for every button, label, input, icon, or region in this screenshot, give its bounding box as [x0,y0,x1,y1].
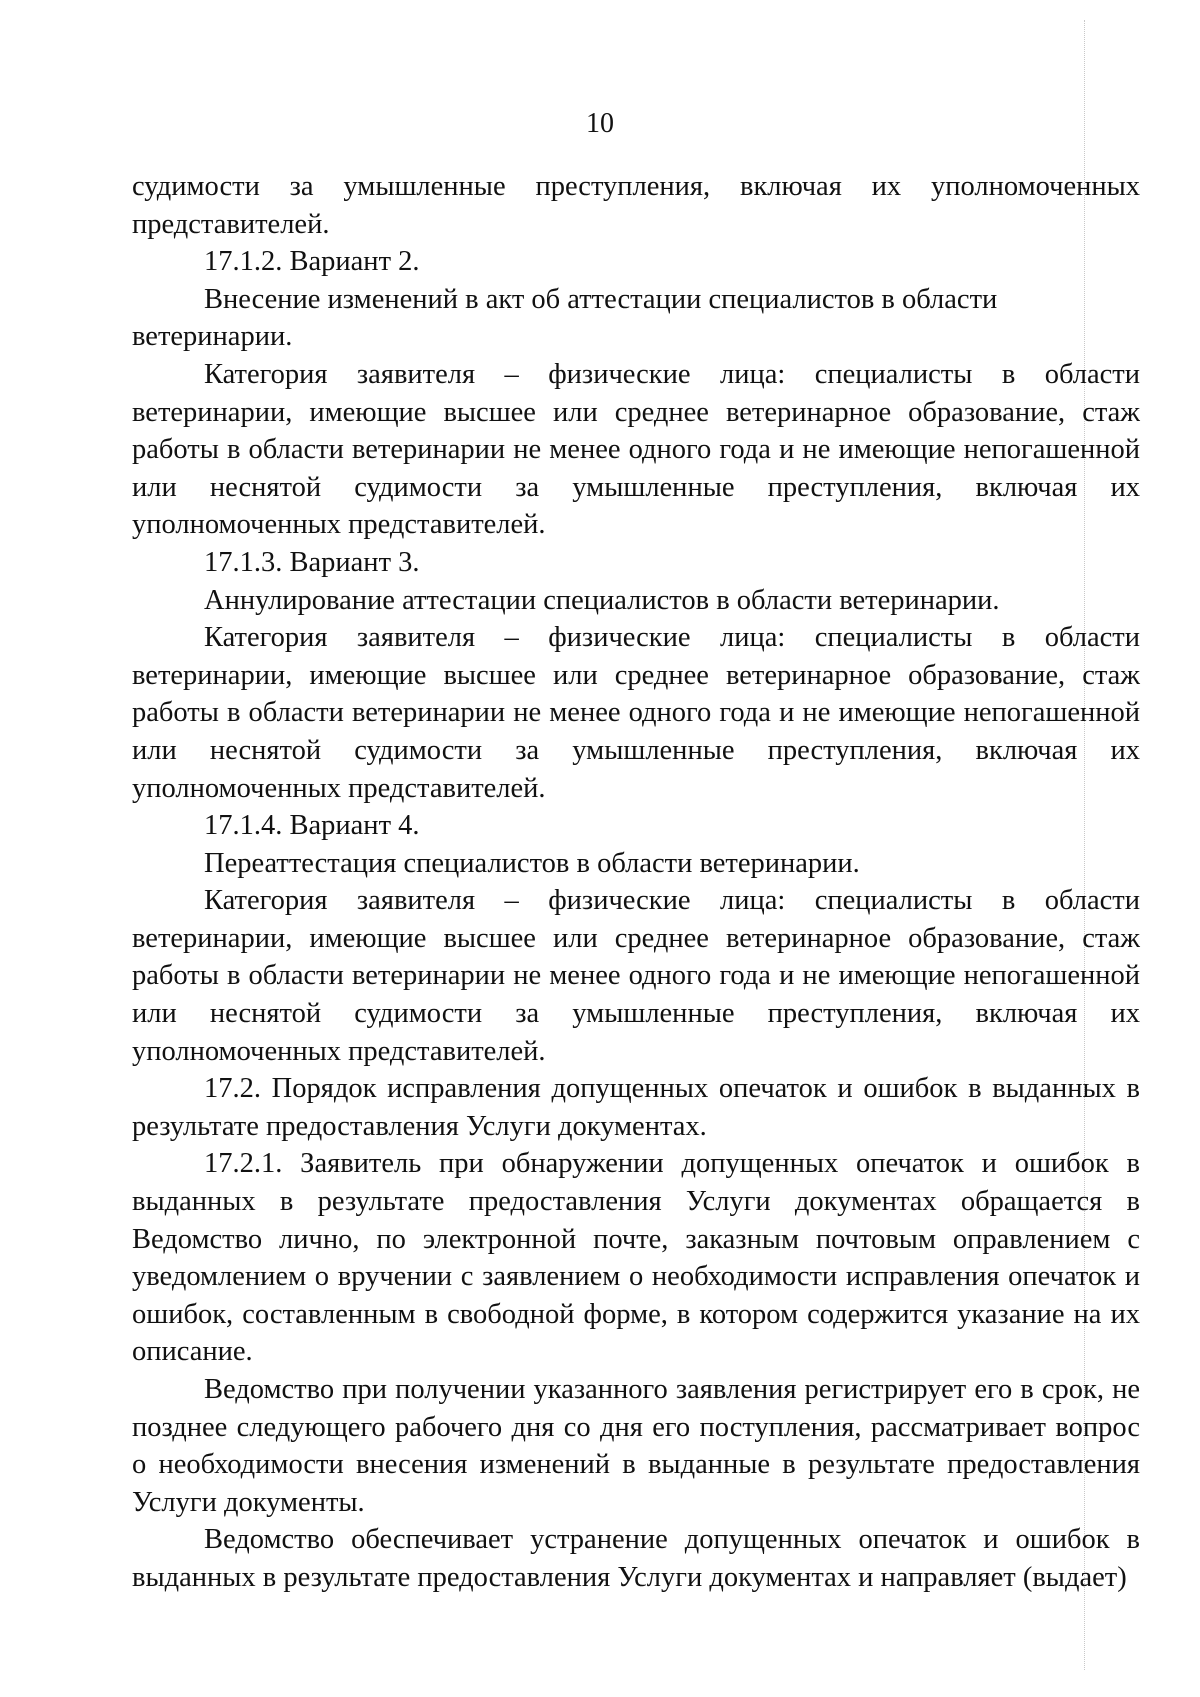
variant-4-title: Переаттестация специалистов в области ветеринарии. [204,847,860,879]
section-heading-17-1-2: 17.1.2. Вариант 2. [204,246,420,278]
variant-2-applicant-category: Категория заявителя – физические лица: специалисты в области ветеринарии, имеющие высшее или среднее ветеринарное образование, стаж работы в области ветеринарии не менее одного года и не имеющие непогашенной или неснятой судимости за умышленные преступления, включая их уполномоченных представителей. [132,358,1140,541]
section-heading-17-1-4: 17.1.4. Вариант 4. [204,810,420,842]
agency-correction-paragraph: Ведомство обеспечивает устранение допущенных опечаток и ошибок в выданных в результате предоставления Услуги документах и направляет (выдает) [132,1524,1140,1593]
document-body [132,168,1140,1597]
variant-4-applicant-category: Категория заявителя – физические лица: специалисты в области ветеринарии, имеющие высшее или среднее ветеринарное образование, стаж работы в области ветеринарии не менее одного года и не имеющие непогашенной или неснятой судимости за умышленные преступления, включая их уполномоченных представителей. [132,885,1140,1067]
variant-2-title: Внесение изменений в акт об аттестации специалистов в области ветеринарии. [132,283,998,353]
section-17-2-paragraph: 17.2. Порядок исправления допущенных опечаток и ошибок в выданных в результате предоставления Услуги документах. [132,1073,1140,1142]
variant-3-applicant-category: Категория заявителя – физические лица: специалисты в области ветеринарии, имеющие высшее или среднее ветеринарное образование, стаж работы в области ветеринарии не менее одного года и не имеющие непогашенной или неснятой судимости за умышленные преступления, включая их уполномоченных представителей. [132,622,1140,804]
paragraph-continuation: судимости за умышленные преступления, включая их уполномоченных представителей. [132,171,1140,240]
page-number: 10 [586,108,614,139]
variant-3-title: Аннулирование аттестации специалистов в области ветеринарии. [204,584,1000,616]
section-17-2-1-paragraph: 17.2.1. Заявитель при обнаружении допущенных опечаток и ошибок в выданных в результате предоставления Услуги документах обращается в Ведомство лично, по электронной почте, заказным почтовым оправлением с уведомлением о вручении с заявлением о необходимости исправления опечаток и ошибок, составленным в свободной форме, в котором содержится указание на их описание. [132,1148,1140,1368]
section-heading-17-1-3: 17.1.3. Вариант 3. [204,546,420,578]
agency-registration-paragraph: Ведомство при получении указанного заявления регистрирует его в срок, не позднее следующего рабочего дня со дня его поступления, рассматривает вопрос о необходимости внесения изменений в выданные в результате предоставления Услуги документы. [132,1374,1140,1518]
